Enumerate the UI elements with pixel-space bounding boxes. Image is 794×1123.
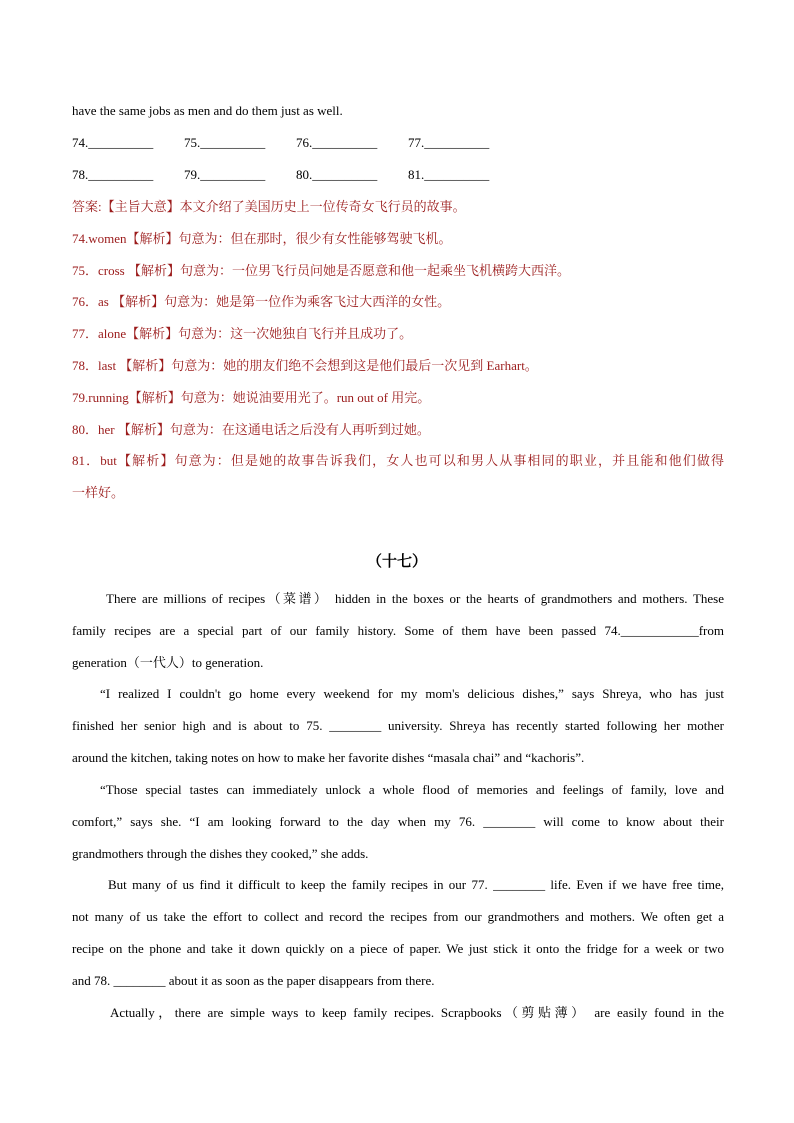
- blank-75: 75.__________: [184, 135, 266, 150]
- answer-intro: 答案:【主旨大意】本文介绍了美国历史上一位传奇女飞行员的故事。: [72, 199, 466, 214]
- passage-line: family recipes are a special part of our family history. Some of them have been passed 74.____________from: [72, 623, 724, 638]
- passage-line: generation（一代人）to generation.: [72, 655, 264, 670]
- blank-79: 79.__________: [184, 167, 266, 182]
- passage-line: “Those special tastes can immediately unlock a whole flood of memories and feelings of family, love and: [100, 782, 724, 797]
- answer-81: 81．but【解析】句意为：但是她的故事告诉我们，女人也可以和男人从事相同的职业，并且能和他们做得: [72, 453, 724, 468]
- passage-line: But many of us find it difficult to keep the family recipes in our 77. ________ life. Even if we have free time,: [108, 877, 724, 892]
- passage-line: recipe on the phone and take it down quickly on a piece of paper. We just stick it onto the fridge for a week or two: [72, 941, 724, 956]
- passage-line: and 78. ________ about it as soon as the paper disappears from there.: [72, 973, 435, 988]
- top-text-line: have the same jobs as men and do them just as well.: [72, 103, 343, 118]
- blank-81: 81.__________: [408, 167, 490, 182]
- answer-81-continued: 一样好。: [72, 485, 125, 500]
- passage-line: grandmothers through the dishes they cooked,” she adds.: [72, 846, 369, 861]
- answer-75: 75．cross 【解析】句意为：一位男飞行员问她是否愿意和他一起乘坐飞机横跨大西洋。: [72, 263, 570, 278]
- passage-line: Actually，there are simple ways to keep family recipes. Scrapbooks（剪贴薄） are easily found in the: [110, 1005, 724, 1020]
- passage-line: There are millions of recipes（菜谱） hidden in the boxes or the hearts of grandmothers and mothers. These: [106, 591, 724, 606]
- blank-80: 80.__________: [296, 167, 378, 182]
- passage-line: “I realized I couldn't go home every weekend for my mom's delicious dishes,” says Shreya, who has just: [100, 686, 724, 701]
- blank-76: 76.__________: [296, 135, 378, 150]
- answer-79: 79.running【解析】句意为：她说油要用光了。run out of 用完。: [72, 390, 431, 405]
- blank-77: 77.__________: [408, 135, 490, 150]
- answer-74: 74.women【解析】句意为：但在那时，很少有女性能够驾驶飞机。: [72, 231, 452, 246]
- answer-78: 78．last 【解析】句意为：她的朋友们绝不会想到这是他们最后一次见到 Earhart。: [72, 358, 538, 373]
- answer-77: 77．alone【解析】句意为：这一次她独自飞行并且成功了。: [72, 326, 413, 341]
- passage-line: not many of us take the effort to collect and record the recipes from our grandmothers and mothers. We often get a: [72, 909, 724, 924]
- passage-line: finished her senior high and is about to 75. ________ university. Shreya has recently started following her mother: [72, 718, 724, 733]
- blank-74: 74.__________: [72, 135, 154, 150]
- blank-78: 78.__________: [72, 167, 154, 182]
- answer-80: 80．her 【解析】句意为：在这通电话之后没有人再听到过她。: [72, 422, 430, 437]
- passage-line: around the kitchen, taking notes on how to make her favorite dishes “masala chai” and “kachoris”.: [72, 750, 585, 765]
- section-title: （十七）: [366, 552, 427, 570]
- passage-line: comfort,” says she. “I am looking forward to the day when my 76. ________ will come to know about their: [72, 814, 724, 829]
- answer-76: 76．as 【解析】句意为：她是第一位作为乘客飞过大西洋的女性。: [72, 294, 451, 309]
